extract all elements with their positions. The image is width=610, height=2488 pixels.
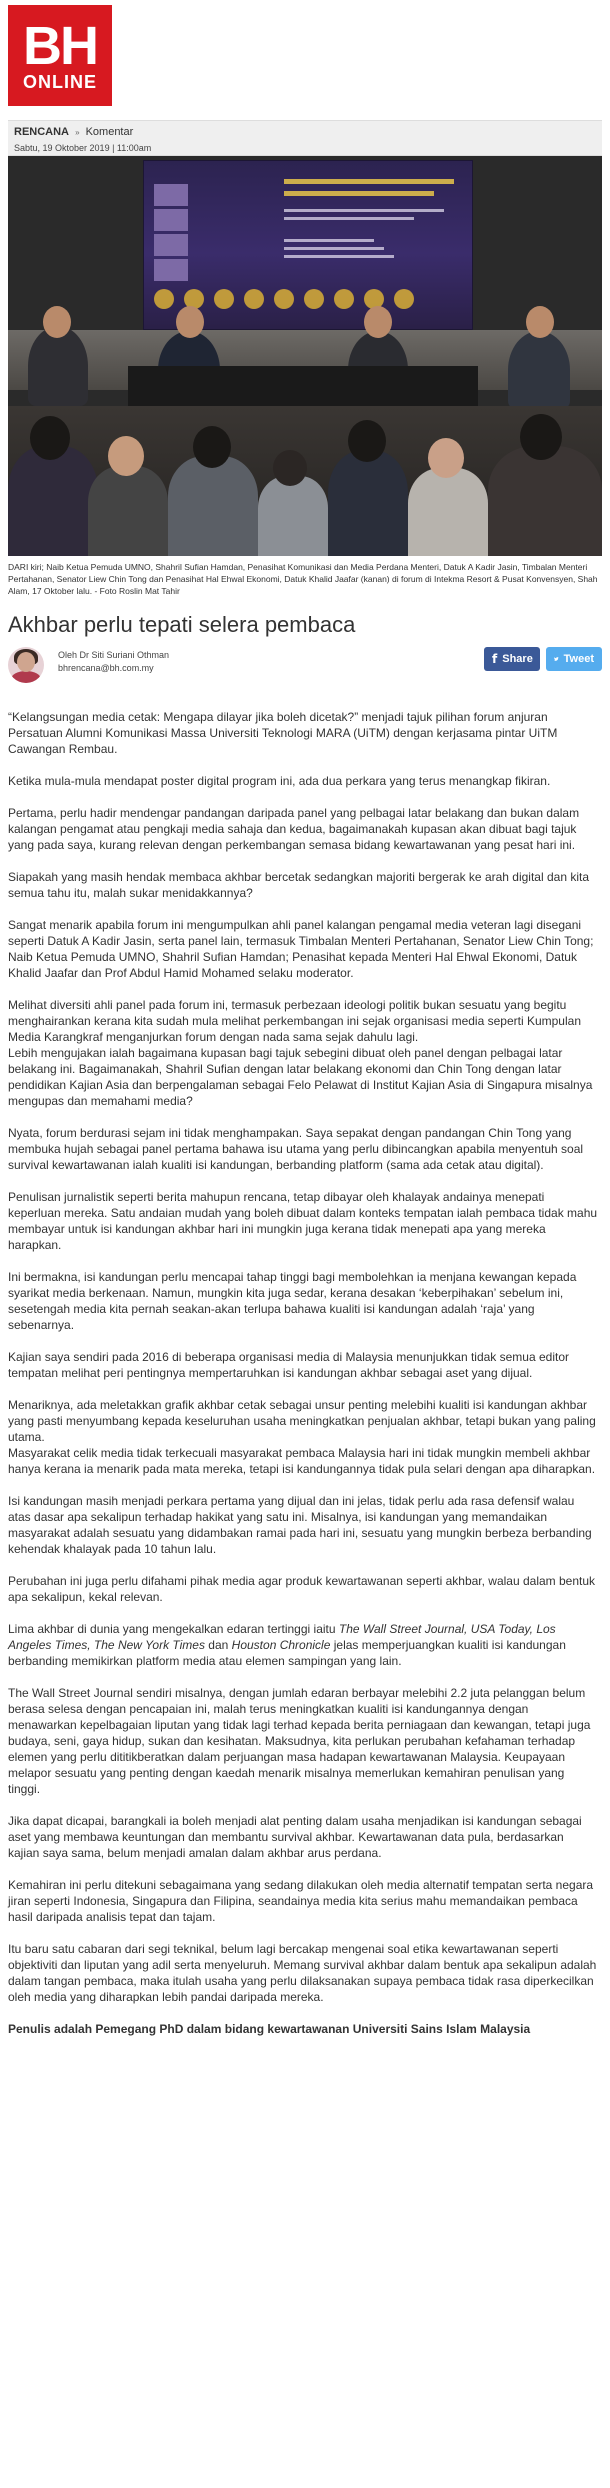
author-avatar — [8, 647, 44, 683]
breadcrumb-subcategory[interactable]: Komentar — [85, 126, 134, 138]
article-paragraph: Jika dapat dicapai, barangkali ia boleh menjadi alat penting dalam usaha menjadikan isi kandungan sebagai aset yang membawa keuntungan dan membantu survival akhbar. Kewartawanan data pula, berdasarkan kajian saya sama, belum menjadi amalan dalam akhbar arus perdana. — [8, 1814, 582, 1860]
article-paragraph: Ini bermakna, isi kandungan perlu mencapai tahap tinggi bagi membolehkan ia menjana kewangan kepada syarikat media berkenaan. Namun, mungkin kita juga sedar, kerana desakan ‘keberpihakan’ sebelum ini, sesetengah media kita pernah seakan-akan terlupa bahawa kualiti isi kandungan adalah ‘raja’ yang sebenarnya. — [8, 1270, 577, 1332]
share-buttons — [484, 647, 602, 671]
author-name: Oleh Dr Siti Suriani Othman — [58, 650, 170, 660]
article-paragraph: Sangat menarik apabila forum ini mengumpulkan ahli panel kalangan pengamal media veteran lagi disegani seperti Datuk A Kadir Jasin, serta panel lain, termasuk Timbalan Menteri Pertahanan, Senator Liew Chin Tong; Naib Ketua Pemuda UMNO, Shahril Sufian Hamdan; Penasihat kepada Menteri Hal Ehwal Ekonomi, Datuk Khalid Jaafar dan Prof Abdul Hamid Mohamed selaku moderator. — [8, 918, 594, 980]
newspaper-list: The Wall Street Journal, USA Today, Los Angeles Times, The New York Times — [8, 1622, 556, 1652]
forum-photo — [8, 156, 602, 556]
article-paragraph: Ketika mula-mula mendapat poster digital program ini, ada dua perkara yang terus menangkap fikiran. — [8, 774, 551, 788]
article-paragraph: Masyarakat celik media tidak terkecuali masyarakat pembaca Malaysia hari ini tidak mungkin membeli akhbar hanya kerana ia menarik pada mata mereka, tetapi isi kandungannya tidak pula selari dengan apa diharapkan. — [8, 1446, 596, 1476]
facebook-icon: f — [492, 652, 498, 666]
forum-banner — [143, 160, 473, 330]
text-span: dan — [204, 1638, 232, 1652]
header — [0, 0, 610, 120]
text-span: Lima akhbar di dunia yang mengekalkan edaran tertinggi iaitu — [8, 1622, 339, 1636]
facebook-share-label: Share — [502, 653, 533, 665]
byline — [8, 647, 602, 689]
author-credential-note: Penulis adalah Pemegang PhD dalam bidang kewartawanan Universiti Sains Islam Malaysia — [8, 2022, 531, 2036]
article-paragraph: Kemahiran ini perlu ditekuni sebagaimana yang sedang dilakukan oleh media alternatif tempatan serta negara jiran seperti Indonesia, Singapura dan Filipina, seandainya media kita serius mahu memandaikan pembaca hasil daripada analisis tepat dan tajam. — [8, 1878, 594, 1924]
article-paragraph: Perubahan ini juga perlu difahami pihak media agar produk kewartawanan seperti akhbar, walau dalam bentuk apa sekalipun, kekal relevan. — [8, 1574, 596, 1604]
breadcrumb-separator-icon: » — [75, 128, 80, 137]
article-paragraph: Isi kandungan masih menjadi perkara pertama yang dijual dan ini jelas, tidak perlu ada rasa defensif walau atas dasar apa sekalipun terhadap hakikat yang satu ini. Misalnya, isi kandungan yang memandaikan masyarakat adalah sesuatu yang didambakan ramai pada hari ini, sesuatu yang mungkin berbeza berbanding kehendak khalayak pada 10 tahun lalu. — [8, 1494, 592, 1556]
newspaper-name: Houston Chronicle — [231, 1638, 331, 1652]
article-paragraph: Siapakah yang masih hendak membaca akhbar bercetak sedangkan majoriti bergerak ke arah digital dan kita semua tahu itu, malah sukar menidakkannya? — [8, 870, 590, 900]
article-body — [8, 709, 598, 2037]
bh-online-logo[interactable] — [8, 5, 112, 106]
article-paragraph: Lebih mengujakan ialah bagaimana kupasan bagi tajuk sebegini dibuat oleh panel dengan pelbagai latar belakang ini. Bagaimanakah, Shahril Sufian dengan latar belakang ekonomi dan Chin Tong dengan latar pendidikan Kajian Asia dan berpengalaman sebagai Felo Pelawat di Institut Kajian Asia di Singapura misalnya mengupas dan memahami media? — [8, 1046, 593, 1108]
author-info — [58, 649, 169, 675]
article-meta — [8, 120, 602, 156]
article-headline: Akhbar perlu tepati selera pembaca — [8, 612, 356, 637]
article-paragraph: Menariknya, ada meletakkan grafik akhbar cetak sebagai unsur penting melebihi kualiti isi kandungan akhbar yang pasti menyumbang kepada keseluruhan usaha meningkatkan penjualan akhbar, tetapi bukan yang paling utama. — [8, 1398, 596, 1444]
breadcrumb — [14, 125, 596, 140]
author-email[interactable]: bhrencana@bh.com.my — [58, 663, 154, 673]
article-paragraph: Penulisan jurnalistik seperti berita mahupun rencana, tetap dibayar oleh khalayak andainya menepati keperluan mereka. Satu andaian mudah yang boleh dibuat dalam konteks tempatan ialah pembaca tidak mahu membayar untuk isi kandungan akhbar hari ini mungkin juga kerana tidak menepati apa yang mereka harapkan. — [8, 1190, 598, 1252]
article-paragraph: Nyata, forum berdurasi sejam ini tidak menghampakan. Saya sepakat dengan pandangan Chin Tong yang membuka hujah sebagai panel pertama bahawa isu utama yang perlu dibincangkan apabila menyentuh soal survival kewartawanan ialah kualiti isi kandungan, berbanding platform (sama ada cetak atau digital). — [8, 1126, 584, 1172]
breadcrumb-category[interactable]: RENCANA — [14, 126, 69, 138]
photo-caption: DARI kiri; Naib Ketua Pemuda UMNO, Shahril Sufian Hamdan, Penasihat Komunikasi dan Media Perdana Menteri, Datuk A Kadir Jasin, Timbalan Menteri Pertahanan, Senator Liew Chin Tong dan Penasihat Hal Ehwal Ekonomi, Datuk Khalid Jaafar (kanan) di forum di Intekma Resort & Pusat Konvensyen, Shah Alam, 17 Oktober lalu. - Foto Roslin Mat Tahir — [8, 562, 598, 596]
article-paragraph: Melihat diversiti ahli panel pada forum ini, termasuk perbezaan ideologi politik bukan sesuatu yang begitu menghairankan kerana kita sudah mula melihat perkembangan ini sejak organisasi media seperti Kumpulan Media Karangkraf menganjurkan forum dengan nada sama sejak dahulu lagi. — [8, 998, 581, 1044]
logo-bh-text: BH — [23, 15, 97, 76]
article-paragraph: The Wall Street Journal sendiri misalnya, dengan jumlah edaran berbayar melebihi 2.2 juta pelanggan belum berasa selesa dengan pencapaian ini, malah terus meningkatkan kualiti isi kandungannya dengan menawarkan kepelbagaian liputan yang tidak lagi terhad kepada berita perniagaan dan kewangan, tetapi juga budaya, seni, gaya hidup, sukan dan kesihatan. Maksudnya, kita perlukan perubahan kefahaman terhadap elemen yang perlu dititikberatkan dalam perjuangan masa hadapan kewartawanan Malaysia. Keupayaan melapor sesuatu yang penting dengan kaedah menarik misalnya memerlukan kemahiran penulisan yang tinggi. — [8, 1686, 591, 1796]
article-paragraph: “Kelangsungan media cetak: Mengapa dilayar jika boleh dicetak?” menjadi tajuk pilihan forum anjuran Persatuan Alumni Komunikasi Massa Universiti Teknologi MARA (UiTM) dengan kerjasama pintar UiTM Cawangan Rembau. — [8, 710, 558, 756]
publish-date: Sabtu, 19 Oktober 2019 | 11:00am — [14, 143, 152, 153]
twitter-tweet-label: Tweet — [563, 653, 594, 665]
article-paragraph: Kajian saya sendiri pada 2016 di beberapa organisasi media di Malaysia menunjukkan tidak semua editor tempatan melihat peri pentingnya mempertaruhkan isi kandungan akhbar sebagai aset yang dijual. — [8, 1350, 570, 1380]
facebook-share-button[interactable] — [484, 647, 540, 671]
text-span: jelas memperjuangkan kualiti isi kandungan berbanding memikirkan platform media atau elemen sampingan yang lain. — [8, 1638, 566, 1668]
article-paragraph: Pertama, perlu hadir mendengar pandangan daripada panel yang pelbagai latar belakang dan bukan dalam kalangan pengamat atau pengkaji media sahaja dan kedua, bagaimanakah kupasan akan dibuat bagi tajuk yang pada saya, kurang relevan dengan perkembangan semasa bidang kewartawanan yang pesat hari ini. — [8, 806, 580, 852]
hero-figure — [8, 156, 602, 556]
twitter-bird-icon — [554, 654, 559, 664]
article-paragraph: Itu baru satu cabaran dari segi teknikal, belum lagi bercakap mengenai soal etika kewartawanan seperti objektiviti dan liputan yang adil serta menyeluruh. Memang survival akhbar dalam bentuk apa sekalipun adalah dalam tangan pembaca, maka itulah usaha yang perlu dilaksanakan supaya pembaca tidak rasa diperkecilkan oleh media yang diharapkan lebih pandai daripada mereka. — [8, 1942, 597, 2004]
twitter-tweet-button[interactable] — [546, 647, 602, 671]
logo-online-text: ONLINE — [22, 71, 97, 92]
article-paragraph — [8, 1621, 598, 1669]
